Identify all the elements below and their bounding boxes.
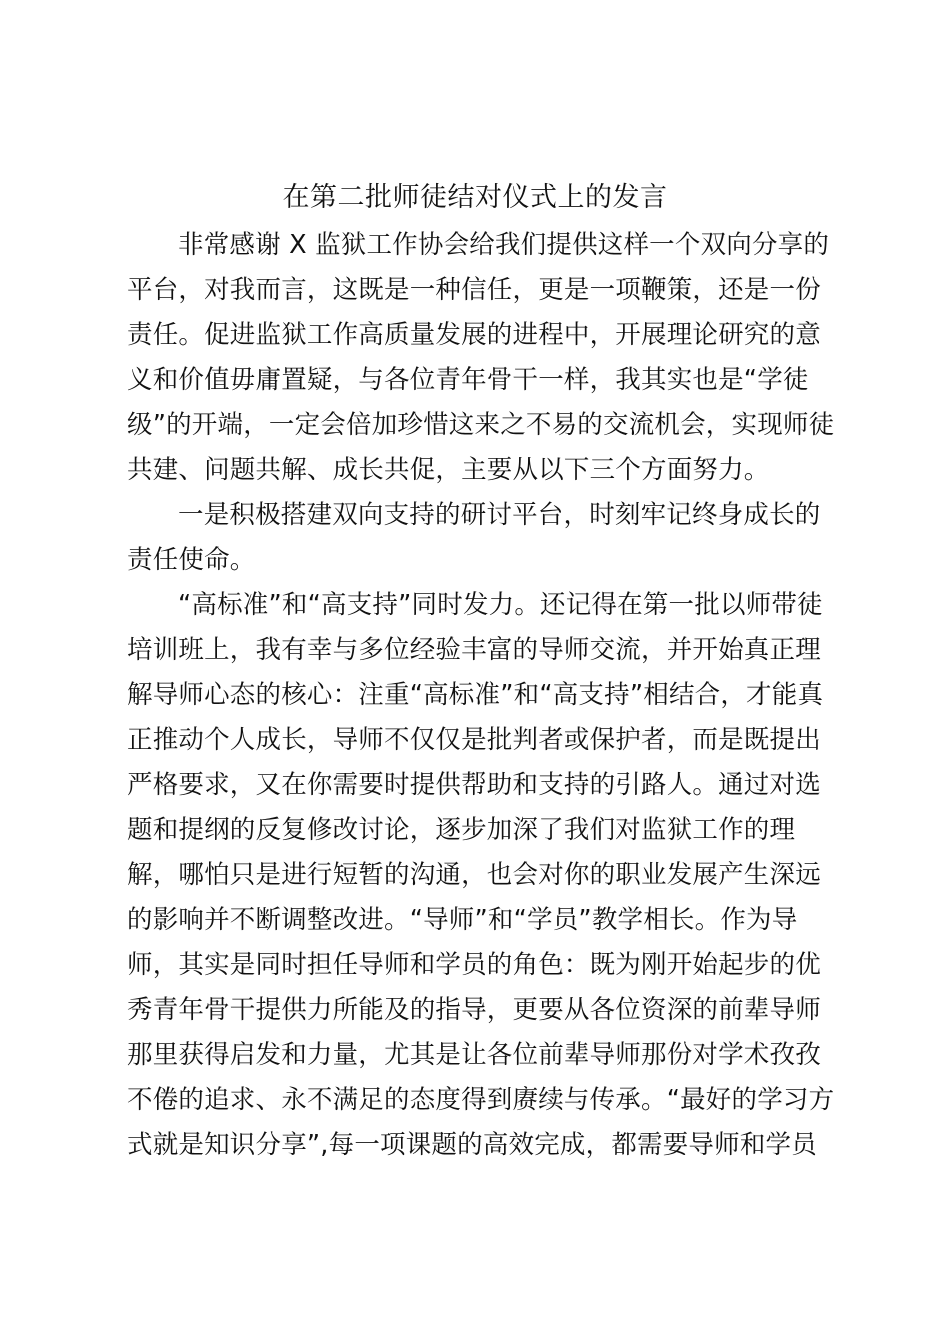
paragraph-line: 责任使命。 <box>127 545 256 575</box>
paragraph-line: “高标准”和“高支持”同时发力。还记得在第一批以师带徒 <box>178 590 823 620</box>
paragraph-line: 式就是知识分享”,每一项课题的高效完成，都需要导师和学员 <box>127 1130 817 1160</box>
paragraph-line: 共建、问题共解、成长共促，主要从以下三个方面努力。 <box>127 455 770 485</box>
paragraph-line: 的影响并不断调整改进。“导师”和“学员”教学相长。作为导 <box>127 905 798 935</box>
paragraph-line: 那里获得启发和力量，尤其是让各位前辈导师那份对学术孜孜 <box>127 1040 821 1070</box>
paragraph-line: 秀青年骨干提供力所能及的指导，更要从各位资深的前辈导师 <box>127 995 821 1025</box>
paragraph-line: 题和提纲的反复修改讨论，逐步加深了我们对监狱工作的理 <box>127 815 796 845</box>
paragraph-line: 一是积极搭建双向支持的研讨平台，时刻牢记终身成长的 <box>178 500 821 530</box>
paragraph-line: 级”的开端，一定会倍加珍惜这来之不易的交流机会，实现师徒 <box>127 410 835 440</box>
paragraph-line: 责任。促进监狱工作高质量发展的进程中，开展理论研究的意 <box>127 320 821 350</box>
paragraph-line: 不倦的追求、永不满足的态度得到赓续与传承。“最好的学习方 <box>127 1085 835 1115</box>
paragraph-line: 解导师心态的核心：注重“高标准”和“高支持”相结合，才能真 <box>127 680 824 710</box>
paragraph-line: 义和价值毋庸置疑，与各位青年骨干一样，我其实也是“学徒 <box>127 365 809 395</box>
document-title: 在第二批师徒结对仪式上的发言 <box>282 182 668 213</box>
paragraph-line: 解，哪怕只是进行短暂的沟通，也会对你的职业发展产生深远 <box>127 860 821 890</box>
paragraph-line: 严格要求，又在你需要时提供帮助和支持的引路人。通过对选 <box>127 770 821 800</box>
paragraph-line: 正推动个人成长，导师不仅仅是批判者或保护者，而是既提出 <box>127 725 821 755</box>
paragraph-line: 平台，对我而言，这既是一种信任，更是一项鞭策，还是一份 <box>127 275 821 305</box>
paragraph-line: 培训班上，我有幸与多位经验丰富的导师交流，并开始真正理 <box>127 635 821 665</box>
paragraph-line: 非常感谢 X 监狱工作协会给我们提供这样一个双向分享的 <box>178 230 830 260</box>
paragraph-line: 师，其实是同时担任导师和学员的角色：既为刚开始起步的优 <box>127 950 821 980</box>
